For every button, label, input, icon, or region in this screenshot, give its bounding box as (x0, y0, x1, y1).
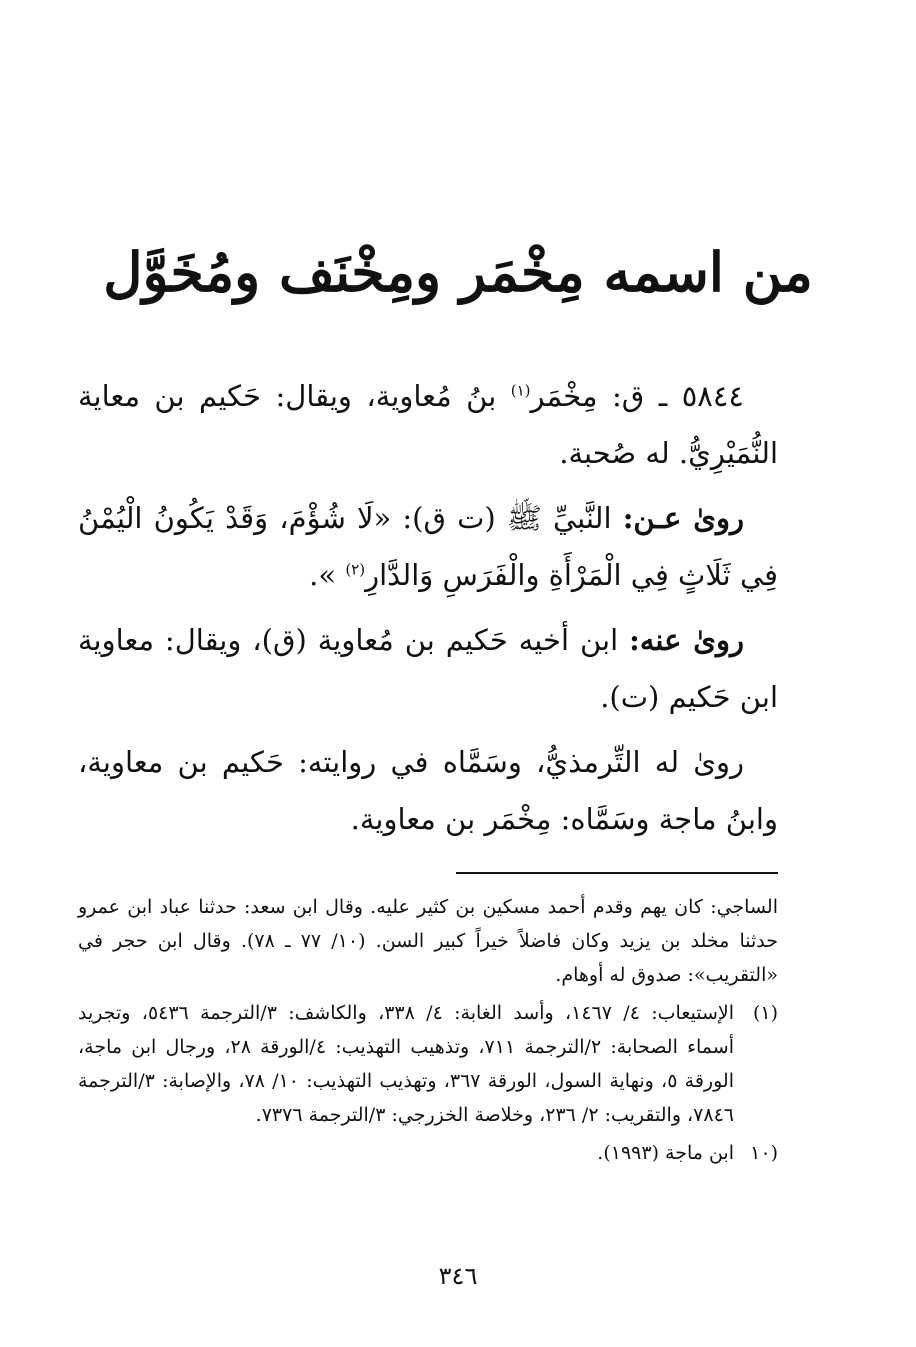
narrated-by-text: ابن أخيه حَكيم بن مُعاوية (ق)، ويقال: معاوية ابن حَكيم (ت). (78, 623, 778, 714)
footnote-ref-1[interactable]: (١) (510, 381, 531, 400)
page-number: ٣٤٦ (438, 1262, 478, 1290)
entry-name-rest: بنُ مُعاوية، ويقال: حَكيم بن معاية النُّمَيْرِيُّ. له صُحبة. (78, 379, 778, 470)
footnote-text: ابن ماجة (١٩٩٣). (597, 1142, 734, 1164)
entry-header (78, 368, 778, 482)
chapter-title: من اسمه مِخْمَر ومِخْنَف ومُخَوَّل (103, 240, 813, 304)
narrated-from (78, 490, 778, 604)
entry-number-and-name: ٥٨٤٤ ـ ق: مِخْمَر (530, 379, 744, 413)
footnote-separator (456, 872, 778, 874)
footnote-item (78, 996, 778, 1132)
footnote-carryover: الساجي: كان يهم وقدم أحمد مسكين بن كثير عليه. وقال ابن سعد: حدثنا عباد ابن عمرو حدثنا مخلد بن يزيد وكان فاضلاً خيراً كبير السن. (١٠/ ٧٧ ـ ٧٨). وقال ابن حجر في «التقريب»: صدوق له أوهام. (78, 896, 778, 986)
footnote-number: (١) (752, 1002, 778, 1024)
narrated-by (78, 612, 778, 726)
footnote-text: الإستيعاب: ٤/ ١٤٦٧، وأسد الغابة: ٤/ ٣٣٨، والكاشف: ٣/الترجمة ٥٤٣٦، وتجريد أسماء الصحابة: ٢/الترجمة ٧١١، وتذهيب التهذيب: ٤/الورقة ٢٨، ورجال ابن ماجة، الورقة ٥، ونهاية السول، الورقة ٣٦٧، وتهذيب التهذيب: ١٠/ ٧٨، والإصابة: ٣/الترجمة ٧٨٤٦، والتقريب: ٢/ ٢٣٦، وخلاصة الخزرجي: ٣/الترجمة ٧٣٧٦. (78, 1002, 734, 1126)
main-text (78, 368, 778, 856)
footnote-number: (١٠ (750, 1142, 778, 1164)
footnote-ref-2[interactable]: (٢) (345, 560, 366, 579)
hadith-end: ». (309, 558, 346, 592)
footnote-item (78, 1136, 778, 1170)
hadith-text: النَّبيِّ ﷺ (ت ق): «لَا شُؤْمَ، وَقَدْ يَكُونُ الْيُمْنُ فِي ثَلَاثٍ فِي الْمَرْأَةِ والْفَرَسِ وَالدَّارِ (78, 501, 778, 592)
narrated-for: روىٰ له التِّرمذيُّ، وسَمَّاه في روايته: حَكيم بن معاوية، وابنُ ماجة وسَمَّاه: مِخْمَر بن معاوية. (78, 745, 778, 836)
footnotes (78, 890, 778, 1174)
narrated-by-label: روىٰ عنه: (629, 623, 744, 657)
narrated-from-label: روىٰ عـن: (622, 501, 744, 535)
